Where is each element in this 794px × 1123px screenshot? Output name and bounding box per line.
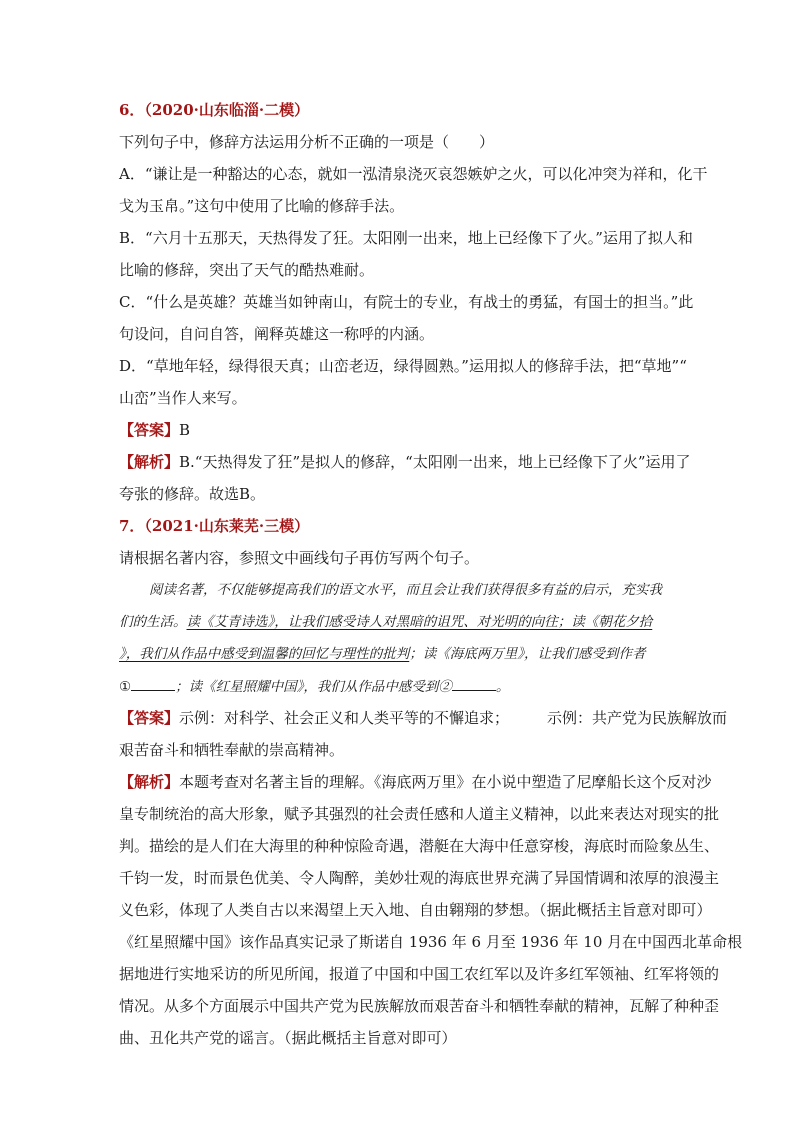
- q7-analysis-line1: [119, 772, 712, 793]
- q6-analysis-tag: 【解析】: [119, 453, 180, 471]
- q7-blank1-label: ①: [119, 679, 132, 695]
- q7-analysis-line5: 义色彩，体现了人类自古以来渴望上天入地、自由翱翔的梦想。（据此概括主旨意对即可）: [119, 901, 712, 919]
- q6-option-d-line1: D．“草地年轻，绿得很天真；山峦老迈，绿得圆熟。”运用拟人的修辞手法，把“草地”“: [119, 357, 687, 375]
- q7-analysis-tag: 【解析】: [119, 773, 180, 791]
- q7-analysis-text1: 本题考查对名著主旨的理解。《海底两万里》在小说中塑造了尼摩船长这个反对沙: [179, 773, 712, 791]
- q6-answer-value: B: [179, 421, 191, 439]
- q7-answer-tag: 【答案】: [119, 709, 180, 727]
- q7-passage-line3: [119, 644, 646, 665]
- q7-analysis-line4: 千钧一发，时而景色优美、令人陶醉，美妙壮观的海底世界充满了异国情调和浓厚的浪漫主: [119, 869, 720, 887]
- q7-answer-text1b: 示例：共产党为民族解放而: [547, 709, 728, 727]
- q7-passage-line1: 阅读名著，不仅能够提高我们的语文水平，而且会让我们获得很多有益的启示，充实我: [149, 582, 662, 598]
- q6-answer: [119, 420, 190, 441]
- q7-analysis-line3: 判。描绘的是人们在大海里的种种惊险奇遇，潜艇在大海中任意穿梭，海底时而险象丛生、: [119, 837, 720, 855]
- q7-analysis-line2: 皇专制统治的高大形象，赋予其强烈的社会责任感和人道主义精神，以此来表达对现实的批: [119, 805, 720, 823]
- q6-option-b-line1: B．“六月十五那天，天热得发了狂。太阳刚一出来，地上已经像下了火。”运用了拟人和: [119, 229, 693, 247]
- q7-passage-text2: ；读《海底两万里》，让我们感受到作者: [409, 646, 646, 662]
- q6-option-d-line2: 山峦”当作人来写。: [119, 389, 247, 407]
- q7-answer-line1: [119, 708, 727, 729]
- q7-underlined-sentence-part2: 》，我们从作品中感受到温馨的回忆与理性的批判: [119, 646, 410, 662]
- q7-underlined-sentence-part1: 读《艾青诗选》，让我们感受诗人对黑暗的诅咒、对光明的向往；读《朝花夕拾: [186, 614, 653, 630]
- q6-analysis-line2: 夸张的修辞。故选B。: [119, 485, 266, 503]
- q6-option-c-line1: C．“什么是英雄？英雄当如钟南山，有院士的专业，有战士的勇猛，有国士的担当。”此: [119, 293, 694, 311]
- q7-passage-text3: ；读《红星照耀中国》，我们从作品中感受到②: [175, 679, 452, 695]
- q7-passage-end: 。: [495, 679, 510, 695]
- q7-answer-line2: 艰苦奋斗和牺牲奉献的崇高精神。: [119, 741, 345, 759]
- q7-stem: 请根据名著内容，参照文中画线句子再仿写两个句子。: [119, 549, 480, 567]
- q6-analysis-text1: B.“天热得发了狂”是拟人的修辞，“太阳刚一出来，地上已经像下了火”运用了: [179, 453, 691, 471]
- q6-option-a-line1: A．“谦让是一种豁达的心态，就如一泓清泉浇灭哀怨嫉妒之火，可以化冲突为祥和，化干: [119, 165, 708, 183]
- q6-stem: 下列句子中，修辞方法运用分析不正确的一项是（ ）: [119, 133, 495, 151]
- q7-title: 7．（2021·山东莱芜·三模）: [119, 517, 310, 535]
- q7-analysis-line7: 据地进行实地采访的所见所闻，报道了中国和中国工农红军以及许多红军领袖、红军将领的: [119, 965, 720, 983]
- q7-blank2: [452, 676, 496, 691]
- q7-blank1: [131, 676, 175, 691]
- q7-answer-text1: 示例：对科学、社会正义和人类平等的不懈追求；: [179, 709, 510, 727]
- q6-answer-tag: 【答案】: [119, 421, 180, 439]
- q6-title: 6．（2020·山东临淄·二模）: [119, 101, 310, 119]
- q6-option-a-line2: 戈为玉帛。”这句中使用了比喻的修辞手法。: [119, 197, 405, 215]
- q6-option-c-line2: 句设问，自问自答，阐释英雄这一称呼的内涵。: [119, 325, 435, 343]
- q6-analysis-line1: [119, 452, 690, 473]
- q7-passage-line4: [119, 676, 509, 698]
- q7-passage-line2: [119, 612, 652, 633]
- q6-option-b-line2: 比喻的修辞，突出了天气的酷热难耐。: [119, 261, 375, 279]
- q7-analysis-line9: 曲、丑化共产党的谣言。（据此概括主旨意对即可）: [119, 1029, 457, 1047]
- q7-analysis-line6: 《红星照耀中国》该作品真实记录了斯诺自 1936 年 6 月至 1936 年 10 月在中国西北革命根: [119, 933, 743, 951]
- q7-analysis-line8: 情况。从多个方面展示中国共产党为民族解放而艰苦奋斗和牺牲奉献的精神，瓦解了种种歪: [119, 997, 720, 1015]
- q7-passage-text: 们的生活。: [119, 614, 187, 630]
